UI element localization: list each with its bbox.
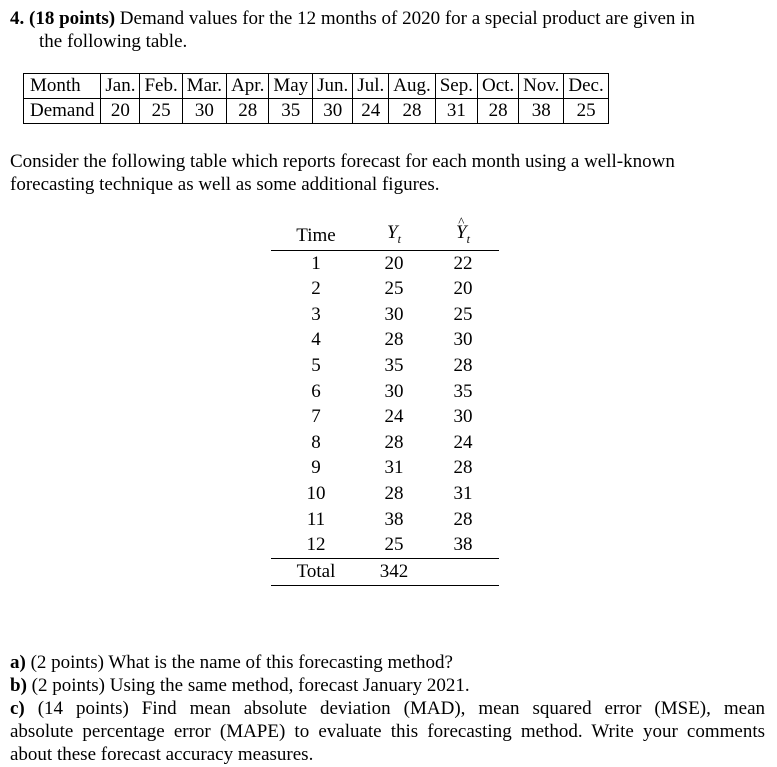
- time-cell: 12: [271, 532, 361, 558]
- actual-subscript: t: [397, 231, 401, 246]
- time-cell: 6: [311, 380, 321, 402]
- time-cell: 11: [306, 508, 326, 530]
- forecast-row: [271, 507, 499, 533]
- forecast-cell: 30: [453, 406, 473, 428]
- actual-cell: 24: [384, 406, 404, 428]
- month-cell: Jul.: [353, 74, 389, 99]
- forecast-row: [271, 276, 499, 302]
- part-b-label: b): [10, 675, 27, 696]
- forecast-cell: 28: [453, 457, 473, 479]
- demand-cell: 28: [389, 99, 435, 124]
- month-cell: Apr.: [227, 74, 269, 99]
- forecast-row: [271, 250, 499, 276]
- forecast-cell: 30: [453, 329, 473, 351]
- demand-cell: 28: [477, 99, 518, 124]
- question-intro-line1: Demand values for the 12 months of 2020 for a special product are given in: [115, 8, 695, 29]
- actual-cell: 30: [384, 380, 404, 402]
- demand-row-label: Demand: [24, 99, 101, 124]
- actual-symbol: Y: [387, 222, 398, 243]
- part-b-text: (2 points) Using the same method, forecast January 2021.: [26, 675, 470, 696]
- demand-cell: 30: [313, 99, 353, 124]
- total-label: Total: [271, 558, 361, 585]
- demand-cell: 25: [140, 99, 182, 124]
- actual-cell: 28: [384, 329, 404, 351]
- demand-cell: 38: [519, 99, 564, 124]
- total-empty: [427, 558, 499, 585]
- forecast-row: [271, 353, 499, 379]
- demand-cell: 20: [101, 99, 140, 124]
- time-cell: 9: [311, 457, 321, 479]
- part-c-text-line1: (14 points) Find mean absolute deviation (MAD), mean squared error (MSE), mean: [24, 698, 765, 719]
- forecast-cell: 22: [453, 252, 473, 274]
- actual-cell: 28: [384, 431, 404, 453]
- forecast-symbol: ^ Y: [456, 222, 467, 244]
- demand-table-demand-row: [24, 99, 609, 124]
- demand-cell: 30: [182, 99, 226, 124]
- actual-cell: 28: [384, 482, 404, 504]
- forecast-cell: 20: [453, 278, 473, 300]
- part-c-label: c): [10, 698, 25, 719]
- actual-cell: 25: [361, 532, 427, 558]
- time-cell: 3: [311, 303, 321, 325]
- consider-line1: Consider the following table which reports forecast for each month using a well-known: [10, 151, 675, 172]
- part-b: [10, 675, 470, 697]
- demand-table-month-row: [24, 74, 609, 99]
- month-cell: Nov.: [519, 74, 564, 99]
- part-c-line1: [10, 698, 765, 720]
- part-a-text: (2 points) What is the name of this forecasting method?: [25, 652, 453, 673]
- forecast-row: [271, 430, 499, 456]
- header-actual: [361, 222, 427, 250]
- actual-cell: 38: [384, 508, 404, 530]
- time-cell: 4: [311, 329, 321, 351]
- month-cell: Aug.: [389, 74, 435, 99]
- forecast-cell: 28: [453, 354, 473, 376]
- forecast-row: [271, 456, 499, 482]
- time-cell: 7: [311, 406, 321, 428]
- forecast-cell: 25: [453, 303, 473, 325]
- forecast-table-body: [271, 250, 499, 558]
- forecast-cell: 35: [453, 380, 473, 402]
- demand-cell: 35: [269, 99, 313, 124]
- month-cell: Mar.: [182, 74, 226, 99]
- part-c-line2: absolute percentage error (MAPE) to evaluate this forecasting method. Write your comments: [10, 721, 765, 742]
- part-c-line3: about these forecast accuracy measures.: [10, 744, 314, 765]
- actual-cell: 31: [384, 457, 404, 479]
- month-cell: Jan.: [101, 74, 140, 99]
- demand-table: [23, 73, 609, 124]
- month-cell: May: [269, 74, 313, 99]
- time-cell: 1: [311, 252, 321, 274]
- time-cell: 2: [311, 278, 321, 300]
- part-a: [10, 652, 453, 674]
- header-time: Time: [271, 222, 361, 250]
- forecast-row: [271, 302, 499, 328]
- forecast-row: [271, 404, 499, 430]
- forecast-subscript: t: [466, 231, 470, 246]
- demand-cell: 25: [564, 99, 608, 124]
- time-cell: 5: [311, 354, 321, 376]
- actual-cell: 20: [384, 252, 404, 274]
- forecast-cell: 28: [453, 508, 473, 530]
- time-cell: 10: [306, 482, 326, 504]
- question-heading: [10, 8, 695, 30]
- demand-cell: 24: [353, 99, 389, 124]
- month-cell: Sep.: [435, 74, 477, 99]
- month-cell: Dec.: [564, 74, 608, 99]
- time-cell: 8: [311, 431, 321, 453]
- header-forecast: [427, 222, 499, 250]
- demand-cell: 28: [227, 99, 269, 124]
- actual-cell: 25: [384, 278, 404, 300]
- forecast-row: [271, 328, 499, 354]
- forecast-row: [271, 532, 499, 558]
- actual-cell: 30: [384, 303, 404, 325]
- forecast-row: [271, 481, 499, 507]
- question-points: (18 points): [29, 8, 116, 29]
- forecast-cell: 24: [453, 431, 473, 453]
- forecast-row: [271, 379, 499, 405]
- forecast-table-total-row: [271, 558, 499, 585]
- forecast-table-header: [271, 222, 499, 250]
- consider-line2: forecasting technique as well as some additional figures.: [10, 174, 440, 195]
- month-cell: Jun.: [313, 74, 353, 99]
- part-a-label: a): [10, 652, 26, 673]
- month-cell: Feb.: [140, 74, 182, 99]
- actual-cell: 35: [384, 354, 404, 376]
- question-number: 4.: [10, 8, 25, 29]
- forecast-table: [271, 222, 499, 586]
- month-row-label: Month: [24, 74, 101, 99]
- month-cell: Oct.: [477, 74, 518, 99]
- forecast-cell: 38: [427, 532, 499, 558]
- forecast-cell: 31: [453, 482, 473, 504]
- demand-cell: 31: [435, 99, 477, 124]
- question-intro-line2: the following table.: [39, 31, 188, 52]
- total-value: 342: [361, 558, 427, 585]
